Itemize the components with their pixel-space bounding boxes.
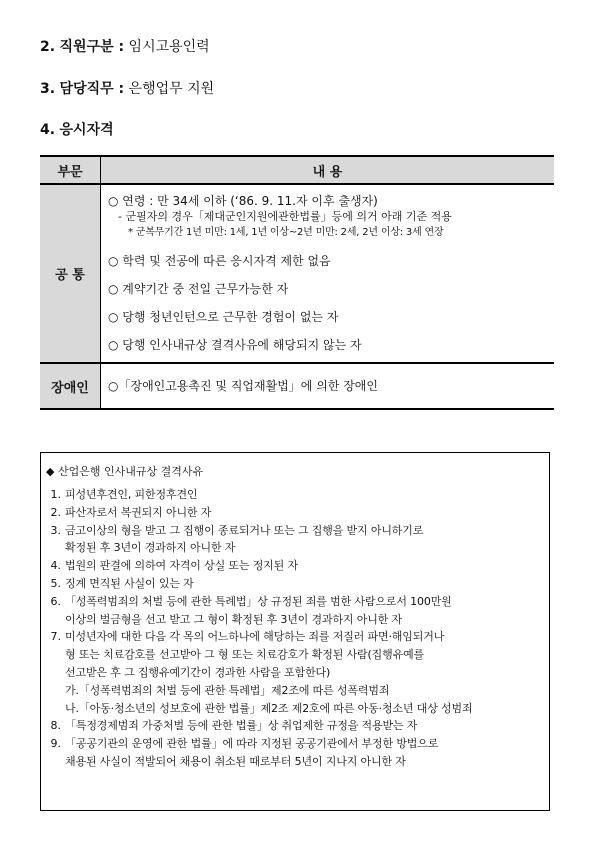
section-value: 은행업무 지원 — [128, 81, 215, 97]
list-item-line: 「성폭력범죄의 처벌 등에 관한 특례법」상 규정된 죄를 범한 사람으로서 100만원 — [65, 594, 452, 608]
req-education: ○ 학력 및 전공에 따른 응시자격 제한 없음 — [108, 254, 331, 268]
list-item-number: 9. — [50, 737, 61, 751]
list-item-line: 선고받은 후 그 집행유예기간이 경과한 사람을 포함한다) — [65, 665, 331, 679]
section-duty — [40, 80, 214, 98]
list-item-line: 법원의 판결에 의하여 자격이 상실 또는 정지된 자 — [65, 559, 298, 573]
list-item — [46, 486, 549, 504]
list-item-number: 2. — [50, 505, 61, 519]
header-content: 내 용 — [101, 156, 555, 184]
list-item-line: 「공공기관의 운영에 관한 법률」에 따라 지정된 공공기관에서 부정한 방법으로 — [65, 737, 439, 751]
disqualification-box — [40, 452, 550, 811]
list-item-text — [65, 628, 545, 717]
list-item — [46, 504, 549, 522]
list-item-line: 확정된 후 3년이 경과하지 아니한 자 — [65, 541, 236, 555]
section-qualifications — [40, 121, 114, 139]
list-item-number: 3. — [50, 523, 61, 537]
section-value: 임시고용인력 — [128, 39, 210, 55]
qualification-table — [40, 155, 554, 410]
list-item-line: 「특정경제범죄 가중처벌 등에 관한 법률」상 취업제한 규정을 적용받는 자 — [65, 719, 418, 733]
list-item-number: 8. — [50, 719, 61, 733]
section-label: 응시자격 — [59, 122, 114, 138]
table-row-disabled — [40, 363, 554, 409]
list-item-text — [65, 717, 545, 735]
req-disqualification: ○ 당행 인사내규상 결격사유에 해당되지 않는 자 — [108, 338, 362, 352]
common-content — [101, 184, 555, 363]
req-age: ○ 연령 : 만 34세 이하 (‘86. 9. 11.자 이후 출생자) — [108, 194, 378, 208]
disqualification-title: ◆ 산업은행 인사내규상 결격사유 — [46, 465, 204, 478]
list-item-number: 5. — [50, 576, 61, 590]
list-item — [46, 575, 549, 593]
table-row-common — [40, 184, 554, 363]
list-item-line: 피성년후견인, 피한정후견인 — [65, 488, 198, 501]
list-item-text — [65, 575, 545, 593]
list-item-number: 7. — [50, 630, 61, 644]
category-common: 공 통 — [40, 184, 101, 363]
list-item-number: 4. — [50, 559, 61, 573]
list-item-text — [65, 735, 545, 771]
list-item — [46, 735, 549, 771]
list-item-number: 1. — [50, 488, 61, 501]
list-item — [46, 522, 549, 558]
list-item-text — [65, 486, 545, 504]
disqualification-list — [46, 486, 549, 771]
list-item-line: 이상의 벌금형을 선고 받고 그 형이 확정된 후 3년이 경과하지 아니한 자 — [65, 612, 402, 626]
section-label: 직원구분 : — [59, 39, 125, 55]
section-label: 담당직무 : — [59, 81, 125, 97]
list-item — [46, 557, 549, 575]
list-item-line: 징계 면직된 사실이 있는 자 — [65, 576, 194, 590]
disabled-content — [101, 363, 555, 409]
list-item-line: 가.「성폭력범죄의 처벌 등에 관한 특례법」제2조에 따른 성폭력범죄 — [65, 683, 390, 697]
req-intern: ○ 당행 청년인턴으로 근무한 경험이 없는 자 — [108, 310, 339, 324]
section-number: 3. — [40, 81, 56, 97]
list-item-text — [65, 557, 545, 575]
list-item — [46, 593, 549, 629]
list-item-line: 채용된 사실이 적발되어 채용이 취소된 때로부터 5년이 지나지 아니한 자 — [65, 754, 406, 768]
req-military-detail: * 군복무기간 1년 미만: 1세, 1년 이상~2년 미만: 2세, 2년 이상: 3세 연장 — [128, 227, 444, 238]
list-item — [46, 717, 549, 735]
list-item-line: 나.「아동·청소년의 성보호에 관한 법률」제2조 제2호에 따른 아동·청소년 대상 성범죄 — [65, 701, 473, 715]
list-item-line: 미성년자에 대한 다음 각 목의 어느하나에 해당하는 죄를 저질러 파면·해임되거나 — [65, 630, 445, 644]
list-item-line: 금고이상의 형을 받고 그 집행이 종료되거나 또는 그 집행을 받지 아니하기로 — [65, 523, 424, 537]
list-item-text — [65, 593, 545, 629]
req-disabled: ○「장애인고용촉진 및 직업재활법」에 의한 장애인 — [108, 379, 378, 393]
section-number: 4. — [40, 122, 56, 138]
header-category: 부문 — [40, 156, 101, 184]
list-item-line: 파산자로서 복권되지 아니한 자 — [65, 505, 212, 519]
table-header-row — [40, 156, 554, 184]
section-job-type — [40, 38, 210, 56]
req-military: - 군필자의 경우「제대군인지원에관한법률」등에 의거 아래 기준 적용 — [118, 210, 452, 223]
category-disabled: 장애인 — [40, 363, 101, 409]
section-number: 2. — [40, 39, 56, 55]
list-item — [46, 628, 549, 717]
list-item-text — [65, 522, 545, 558]
list-item-text — [65, 504, 545, 522]
req-availability: ○ 계약기간 중 전일 근무가능한 자 — [108, 282, 289, 296]
list-item-line: 형 또는 치료감호를 선고받아 그 형 또는 치료감호가 확정된 사람(집행유예를 — [65, 648, 425, 662]
list-item-number: 6. — [50, 594, 61, 608]
